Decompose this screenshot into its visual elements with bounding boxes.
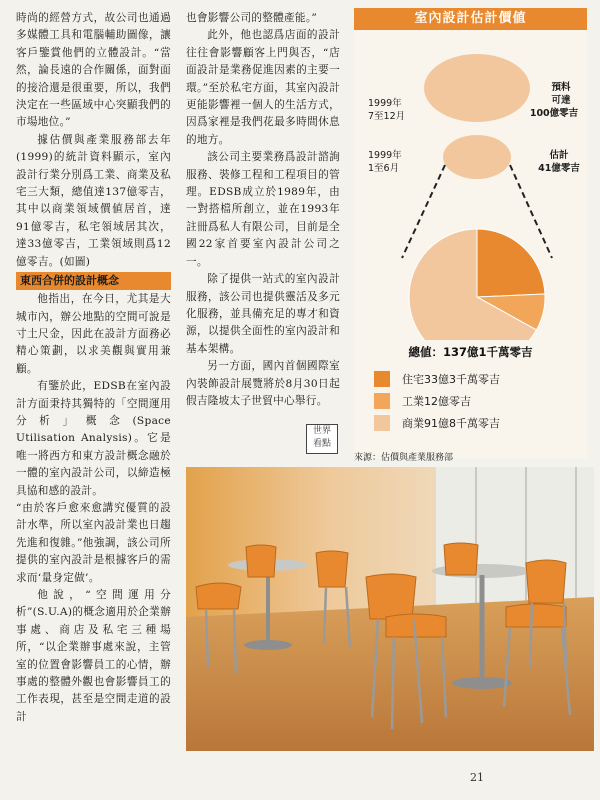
period-label: 1999年 xyxy=(368,98,402,109)
pie-slice-residential xyxy=(477,229,545,297)
office-photo xyxy=(186,467,594,751)
period-label: 1至6月 xyxy=(368,163,400,174)
legend-swatch xyxy=(374,415,390,431)
value-label: 41億零吉 xyxy=(538,163,580,174)
paragraph: 時尚的經營方式，故公司也通過多媒體工具和電腦輔助圖像，讓客戶鑒賞他們的立體設計。“當然，論長遠的合作關係，面對面的接洽還是很重要，所以，我們決定在一些區域中心突顯我們的市場地位。” xyxy=(16,12,171,129)
paragraph: “由於客戶愈來愈講究優質的設計水準，所以室內設計業也日趨先進和復雜。”他強調，該公司所提供的室內設計是根據客戶的需求而‘量身定做’。 xyxy=(16,501,171,584)
paragraph: 他指出，在今日，尤其是大城市內，辦公地點的空間可說是寸土尺金，因此在設計方面務必精心策劃，以求美觀與實用兼顧。 xyxy=(16,293,171,375)
paragraph: 除了提供一站式的室內設計服務，該公司也提供靈活及多元化服務，並具備充足的專才和資源，以提供全面性的室內設計和基本架構。 xyxy=(186,273,340,355)
estimate-ellipse xyxy=(443,135,511,179)
paragraph: 另一方面，國內首個國際室內裝飾設計展覽將於8月30日起假吉隆坡太子世貿中心舉行。 xyxy=(186,360,340,407)
legend-swatch xyxy=(374,371,390,387)
stamp-logo xyxy=(306,424,338,454)
paragraph: 該公司主要業務爲設計諮詢服務、裝修工程和工程項目的管理。EDSB成立於1989年，由一對搭檔所創立，並在1993年註冊爲私人有限公司，目前是全國22家首要室內設計公司之一。 xyxy=(186,151,340,268)
stamp-text: 世界 xyxy=(312,426,331,436)
paragraph: 有鑒於此，EDSB在室內設計方面秉持其獨特的「空間運用分析」概念(Space Utilisation Analysis)。它是唯一將西方和東方設計概念融於一體的室內設計公司，以締造極具協和感的設計。 xyxy=(16,380,171,497)
period-label: 7至12月 xyxy=(368,111,406,122)
total-value: 總値：137億1千萬零吉 xyxy=(408,345,533,359)
pie xyxy=(409,229,545,340)
infographic-title: 室內設計估計價値 xyxy=(354,8,587,30)
infographic xyxy=(354,8,587,458)
value-label: 估計 xyxy=(549,150,569,161)
legend-item-residential xyxy=(374,370,500,388)
value-label: 100億零吉 xyxy=(529,108,579,119)
legend-item-industrial xyxy=(374,392,471,410)
period-label: 1999年 xyxy=(368,150,402,161)
paragraph: 他說，“空間運用分析”(S.U.A)的概念適用於企業辦事處、商店及私宅三種場所，“以企業辦事處來說，主管室的位置會影響員工的心情，辦事處的整體外觀也會影響員工的工作表現，甚至是空間走道的設計 xyxy=(16,589,171,723)
legend-label: 工業12億零吉 xyxy=(402,395,471,408)
legend-item-commercial xyxy=(374,414,500,432)
legend-label: 住宅33億3千萬零吉 xyxy=(402,373,500,386)
forecast-ellipse xyxy=(424,54,530,122)
paragraph: 也會影響公司的整體產能。” xyxy=(186,12,318,24)
legend-swatch xyxy=(374,393,390,409)
source-credit: 來源：估價與產業服務部 xyxy=(354,453,454,463)
paragraph: 據估價與產業服務部去年(1999)的統計資料顯示，室內設計行業分別爲工業、商業及私宅三大類，總值達137億零吉，其中以商業領域價値居首，達91億零吉，私宅領域居其次，達33億零吉，工業領域則爲12億零吉。(如圖) xyxy=(16,133,171,268)
article-column-1 xyxy=(16,10,171,726)
pie-chart-svg xyxy=(354,30,587,340)
value-label: 可達 xyxy=(551,95,571,106)
stamp-text: 看點 xyxy=(312,439,331,449)
page-number: 21 xyxy=(470,771,484,784)
legend-label: 商業91億8千萬零吉 xyxy=(402,417,500,430)
article-column-2 xyxy=(186,10,340,410)
section-subhead: 東西合併的設計概念 xyxy=(16,272,171,290)
value-label: 預料 xyxy=(551,82,571,93)
paragraph: 此外，他也認爲店面的設計往往會影響顧客上門與否，“店面設計是業務促進因素的主要一環。”至於私宅方面，其室內設計更能影響裡一個人的生活方式，因爲家裡是我們花最多時間休息的地方。 xyxy=(186,29,340,146)
